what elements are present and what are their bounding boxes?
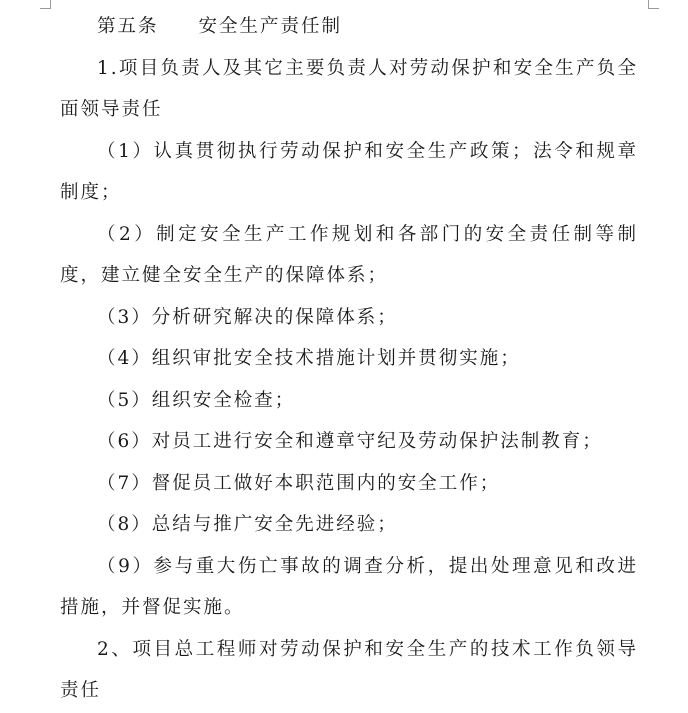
paragraph-1-item-4: （4）组织审批安全技术措施计划并贯彻实施； xyxy=(97,348,521,369)
paragraph-1-item-6: （6）对员工进行安全和遵章守纪及劳动保护法制教育； xyxy=(97,431,603,452)
article-title: 安全生产责任制 xyxy=(198,16,343,37)
paragraph-1-item-2: （2）制定安全生产工作规划和各部门的安全责任制等制度，建立健全安全生产的保障体系； xyxy=(60,223,638,286)
paragraph-2: 2、项目总工程师对劳动保护和安全生产的技术工作负领导责任 xyxy=(60,638,638,701)
paragraph-1-item-1: （1）认真贯彻执行劳动保护和安全生产政策；法令和规章制度； xyxy=(60,140,638,203)
document-body xyxy=(60,6,638,712)
crop-mark-top-right xyxy=(648,0,659,9)
article-heading xyxy=(60,6,638,48)
paragraph-1: 1.项目负责人及其它主要负责人对劳动保护和安全生产负全面领导责任 xyxy=(60,57,638,120)
paragraph-1-item-3: （3）分析研究解决的保障体系； xyxy=(97,306,398,328)
crop-mark-top-left xyxy=(40,0,51,9)
paragraph-1-item-8: （8）总结与推广安全先进经验； xyxy=(97,514,398,535)
article-number: 第五条 xyxy=(97,16,159,37)
paragraph-1-item-7: （7）督促员工做好本职范围内的安全工作； xyxy=(97,472,501,494)
paragraph-1-item-5: （5）组织安全检查； xyxy=(97,389,296,411)
paragraph-1-item-9: （9）参与重大伤亡事故的调查分析，提出处理意见和改进措施，并督促实施。 xyxy=(60,555,638,618)
